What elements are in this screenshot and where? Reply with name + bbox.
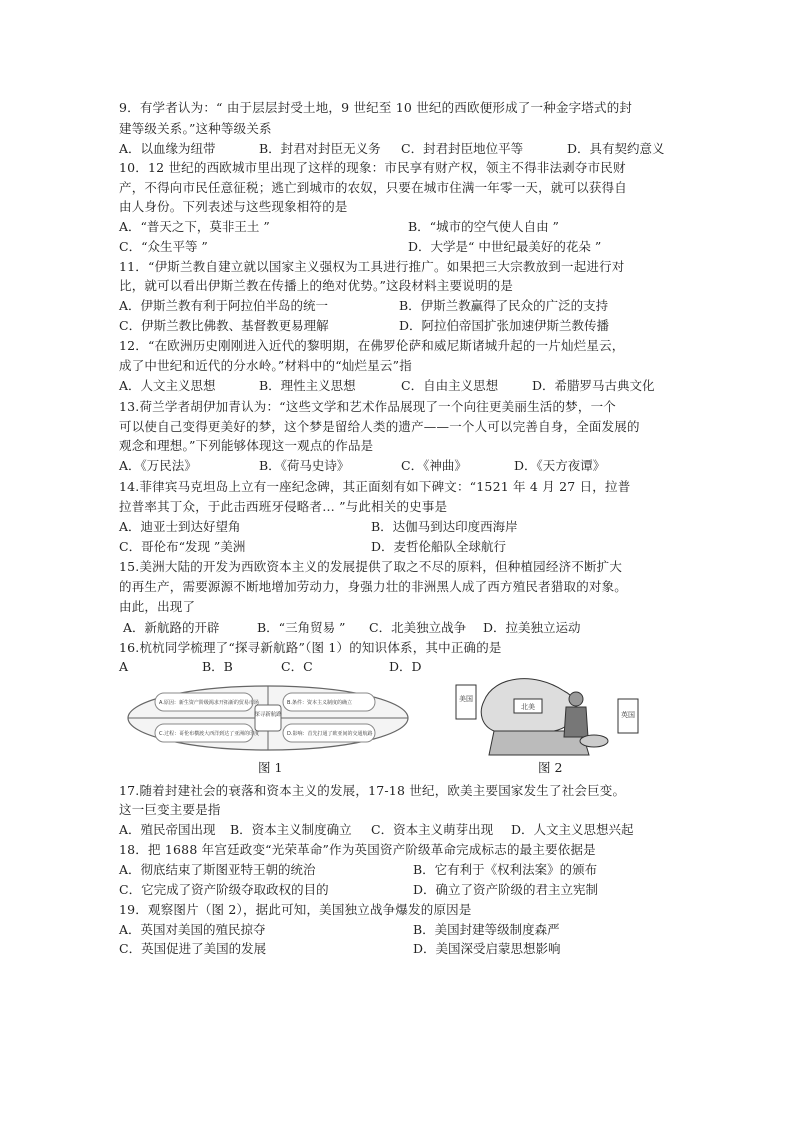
figure-1-label-b: B.条件：资本主义制度的确立 <box>287 700 353 706</box>
q14-stem-line2: 拉普率其丁众，于此击西班牙侵略者… ”与此相关的史事是 <box>119 499 448 514</box>
figure-2-figure-head <box>569 692 583 706</box>
q9-stem-line1: 9．有学者认为：“ 由于层层封受土地，9 世纪至 10 世纪的西欧便形成了一种金字塔式的封 <box>119 100 633 115</box>
q14-options-row1 <box>119 519 679 535</box>
q10-option-b: B．“城市的空气使人自由 ” <box>408 219 559 234</box>
q19-option-a: A．英国对美国的殖民掠夺 <box>119 922 266 937</box>
figure-2-caption: 图 2 <box>538 760 563 775</box>
q13-option-d: D．《天方夜谭》 <box>514 458 606 473</box>
q11-options-row1 <box>119 298 679 314</box>
q17-option-d: D．人文主义思想兴起 <box>511 822 634 837</box>
figure-2-svg <box>454 671 642 757</box>
q10-options-row2 <box>119 239 679 255</box>
q16-option-d: D．D <box>389 659 422 674</box>
q13-option-c: C．《神曲》 <box>401 458 467 473</box>
figure-1-svg <box>125 683 411 753</box>
figure-1-label-d: D.影响：首先打通了欧亚间的交通航路 <box>287 731 373 737</box>
q16-option-b: B．B <box>202 659 233 674</box>
q18-option-c: C．它完成了资产阶级夺取政权的目的 <box>119 882 329 897</box>
q14-stem-line1: 14.菲律宾马克坦岛上立有一座纪念碑，其正面刻有如下碑文：“1521 年 4 月 27 日，拉普 <box>119 479 631 494</box>
q14-option-c: C．哥伦布“发现 ”美洲 <box>119 539 246 554</box>
q19-stem-line1: 19．观察图片（图 2），据此可知，美国独立战争爆发的原因是 <box>119 902 472 917</box>
q14-option-d: D．麦哲伦船队全球航行 <box>371 539 507 554</box>
q19-options-row1 <box>119 922 679 938</box>
q10-option-a: A．“普天之下，莫非王土 ” <box>119 219 270 234</box>
q17-option-a: A．殖民帝国出现 <box>119 822 216 837</box>
q18-options-row2 <box>119 882 679 898</box>
figure-1-caption: 图 1 <box>258 760 283 775</box>
q9-option-a: A．以血缘为纽带 <box>119 141 216 156</box>
q17-option-c: C．资本主义萌芽出现 <box>371 822 494 837</box>
q9-stem-line2: 建等级关系。”这种等级关系 <box>119 121 272 136</box>
q11-options-row2 <box>119 318 679 334</box>
q11-stem-line1: 11．“伊斯兰教自建立就以国家主义强权为工具进行推广。如果把三大宗教放到一起进行对 <box>119 259 625 274</box>
q15-stem-line1: 15.美洲大陆的开发为西欧资本主义的发展提供了取之不尽的原料，但种植园经济不断扩大 <box>119 559 623 574</box>
figure-2-figure-body <box>564 707 588 737</box>
q12-option-d: D．希腊罗马古典文化 <box>532 378 655 393</box>
figure-1-center-box <box>255 705 281 731</box>
q13-stem-line2: 可以使自己变得更美好的梦，这个梦是留给人类的遗产——一个人可以完善自身，全面发展的 <box>119 419 640 434</box>
q18-option-b: B．它有利于《权利法案》的颁布 <box>413 862 598 877</box>
q10-option-c: C．“众生平等 ” <box>119 239 208 254</box>
q13-stem-line3: 观念和理想。”下列能够体现这一观点的作品是 <box>119 438 374 453</box>
figure-1-center-label: 探寻新航路 <box>254 712 282 718</box>
q16-stem-line1: 16.杭杭同学梳理了“探寻新航路”（图 1）的知识体系，其中正确的是 <box>119 640 502 655</box>
q17-option-b: B．资本主义制度确立 <box>230 822 352 837</box>
q16-option-c: C．C <box>281 659 313 674</box>
figure-2-right-sign-label: 英国 <box>621 711 635 719</box>
q10-option-d: D．大学是“ 中世纪最美好的花朵 ” <box>408 239 602 254</box>
q9-option-b: B．封君对封臣无义务 <box>259 141 381 156</box>
q10-stem-line3: 由人身份。下列表述与这些现象相符的是 <box>119 199 348 214</box>
q9-options <box>119 141 679 157</box>
q19-option-b: B．美国封建等级制度森严 <box>413 922 560 937</box>
q15-option-a: A．新航路的开辟 <box>123 620 220 635</box>
q11-option-c: C．伊斯兰教比佛教、基督教更易理解 <box>119 318 329 333</box>
q10-stem-line2: 产，不得向市民任意征税；逃亡到城市的农奴，只要在城市住满一年零一天，就可以获得自 <box>119 180 628 195</box>
q15-option-d: D．拉美独立运动 <box>483 620 581 635</box>
figure-2-cartoon <box>454 671 642 757</box>
q13-stem-line1: 13.荷兰学者胡伊加青认为：“这些文学和艺术作品展现了一个向往更美丽生活的梦，一个 <box>119 399 616 414</box>
q14-option-b: B．达伽马到达印度西海岸 <box>371 519 518 534</box>
q10-options-row1 <box>119 219 679 235</box>
q18-option-a: A．彻底结束了斯图亚特王朝的统治 <box>119 862 316 877</box>
q18-options-row1 <box>119 862 679 878</box>
q14-option-a: A．迪亚士到达好望角 <box>119 519 241 534</box>
q19-option-c: C．英国促进了美国的发展 <box>119 941 267 956</box>
q15-stem-line2: 的再生产，需要源源不断地增加劳动力，身强力壮的非洲黑人成了西方殖民者猎取的对象。 <box>119 579 628 594</box>
q17-options <box>119 822 679 838</box>
q11-option-a: A．伊斯兰教有利于阿拉伯半岛的统一 <box>119 298 329 313</box>
q11-option-d: D．阿拉伯帝国扩张加速伊斯兰教传播 <box>399 318 610 333</box>
q15-option-c: C．北美独立战争 <box>369 620 467 635</box>
figure-2-basket <box>580 735 608 747</box>
q13-options <box>119 458 679 474</box>
figure-2-left-sign-label: 美国 <box>459 695 473 703</box>
q11-option-b: B．伊斯兰教赢得了民众的广泛的支持 <box>399 298 609 313</box>
q15-options <box>119 620 679 636</box>
figure-1-label-a: A.原因：新生资产阶级渴求开拓新的贸易市场 <box>159 700 259 706</box>
q13-option-b: B．《荷马史诗》 <box>259 458 350 473</box>
q11-stem-line2: 比，就可以看出伊斯兰教在传播上的绝对优势。”这段材料主要说明的是 <box>119 278 514 293</box>
q19-options-row2 <box>119 941 679 957</box>
q15-stem-line3: 由此，出现了 <box>119 599 196 614</box>
figure-2-tree-label: 北美 <box>521 703 535 711</box>
q19-option-d: D．美国深受启蒙思想影响 <box>413 941 561 956</box>
q9-option-d: D．具有契约意义 <box>567 141 665 156</box>
q13-option-a: A．《万民法》 <box>119 458 197 473</box>
q16-option-a: A <box>119 659 129 674</box>
q12-option-b: B．理性主义思想 <box>259 378 356 393</box>
q12-option-a: A．人文主义思想 <box>119 378 216 393</box>
q9-option-c: C．封君封臣地位平等 <box>401 141 524 156</box>
q12-options <box>119 378 679 394</box>
figure-1-label-c: C.过程：哥伦布横渡大西洋到达了亚洲的印度 <box>159 731 260 737</box>
figure-1-diagram <box>125 683 411 753</box>
q12-stem-line2: 成了中世纪和近代的分水岭。”材料中的“灿烂星云”指 <box>119 358 412 373</box>
q15-option-b: B．“三角贸易 ” <box>257 620 346 635</box>
q17-stem-line2: 这一巨变主要是指 <box>119 802 221 817</box>
q12-option-c: C．自由主义思想 <box>401 378 499 393</box>
q10-stem-line1: 10．12 世纪的西欧城市里出现了这样的现象：市民享有财产权，领主不得非法剥夺市民财 <box>119 160 626 175</box>
q12-stem-line1: 12．“在欧洲历史刚刚进入近代的黎明期，在佛罗伦萨和威尼斯诸城升起的一片灿烂星云， <box>119 338 625 353</box>
q14-options-row2 <box>119 539 679 555</box>
q17-stem-line1: 17.随着封建社会的衰落和资本主义的发展，17-18 世纪，欧美主要国家发生了社会巨变。 <box>119 783 626 798</box>
q18-stem-line1: 18．把 1688 年宫廷政变“光荣革命”作为英国资产阶级革命完成标志的最主要依据是 <box>119 842 596 857</box>
q18-option-d: D．确立了资产阶级的君主立宪制 <box>413 882 599 897</box>
